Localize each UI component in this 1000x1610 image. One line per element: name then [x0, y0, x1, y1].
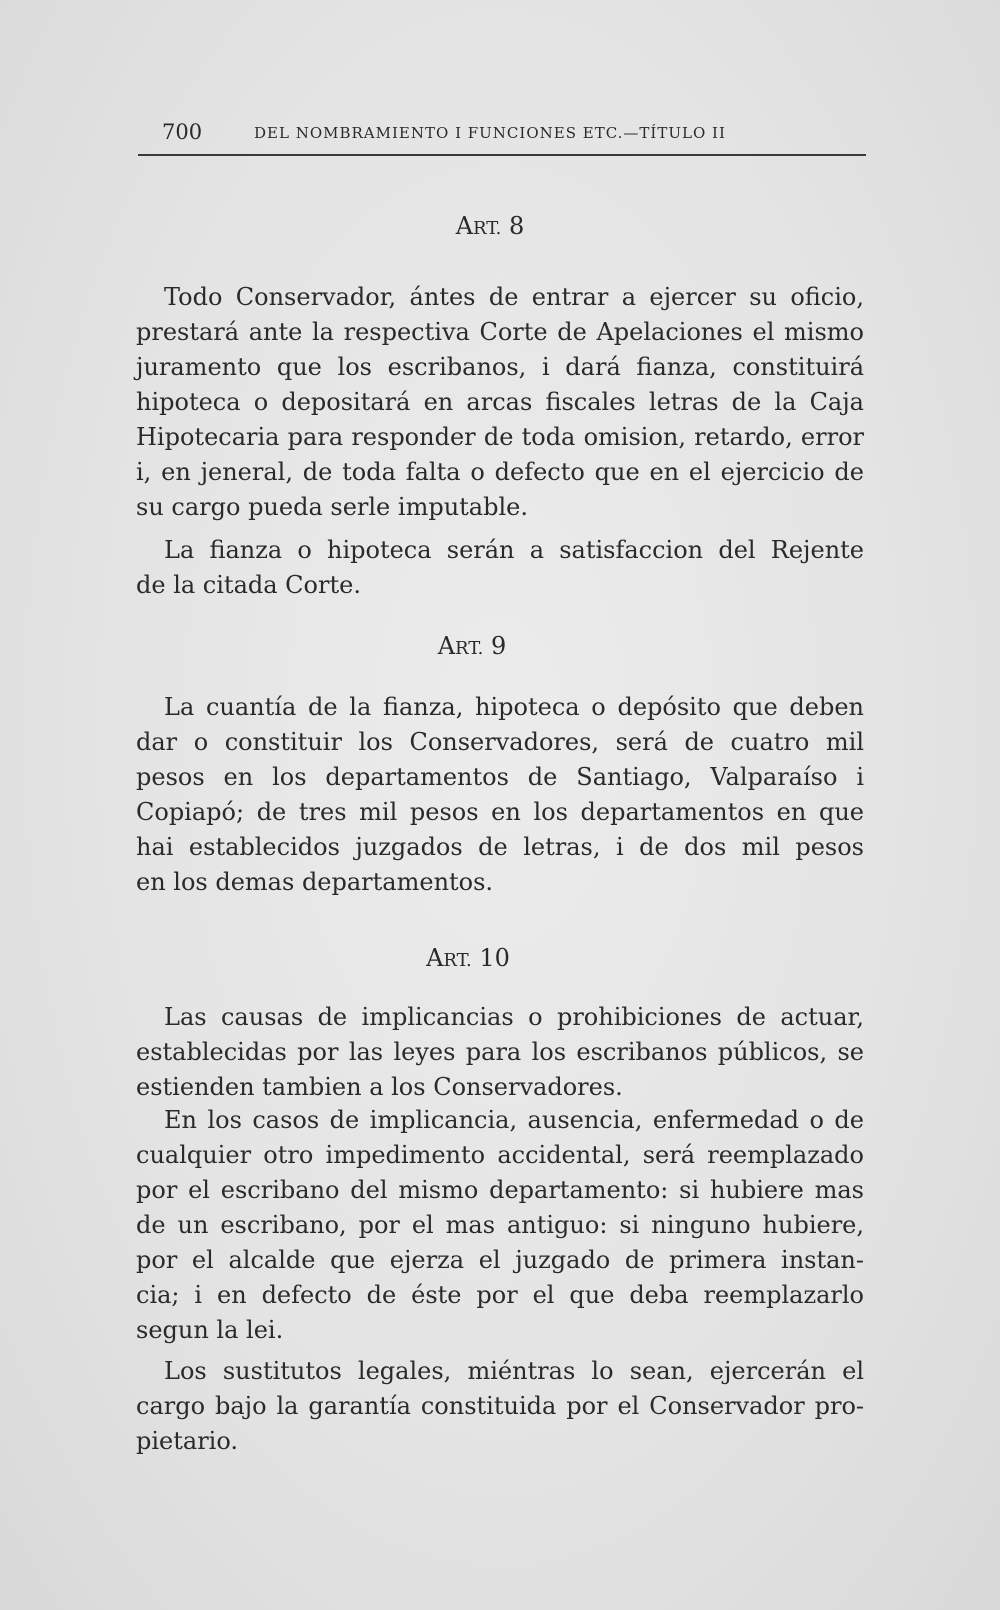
text-line: Las causas de implicancias o prohibiciones de actuar, [164, 1003, 864, 1031]
article-heading-abbrev: RT. [455, 638, 484, 659]
text-line: Todo Conservador, ántes de entrar a ejercer su oficio, [164, 283, 864, 311]
article-paragraph [136, 1354, 864, 1459]
header-rule [138, 154, 866, 156]
text-line: de la citada Corte. [136, 571, 361, 599]
running-head-title: DEL NOMBRAMIENTO I FUNCIONES ETC.—TÍTULO II [254, 124, 726, 142]
article-paragraph [136, 280, 864, 525]
text-line: Hipotecaria para responder de toda omision, retardo, error [136, 423, 864, 451]
text-line: establecidas por las leyes para los escribanos públicos, se [136, 1038, 864, 1066]
text-line: Copiapó; de tres mil pesos en los departamentos en que [136, 798, 864, 826]
article-number: 9 [491, 632, 507, 660]
text-line: pietario. [136, 1427, 238, 1455]
text-line: de un escribano, por el mas antiguo: si ninguno hubiere, [136, 1211, 864, 1239]
running-head [138, 118, 866, 154]
text-line: En los casos de implicancia, ausencia, enfermedad o de [164, 1106, 864, 1134]
text-line: cia; i en defecto de éste por el que deba reemplazarlo [136, 1281, 864, 1309]
article-heading [340, 212, 640, 240]
text-line: La cuantía de la fianza, hipoteca o depósito que deben [164, 693, 864, 721]
article-paragraph [136, 533, 864, 603]
article-number: 8 [509, 212, 525, 240]
text-line: dar o constituir los Conservadores, será de cuatro mil [136, 728, 864, 756]
article-heading-abbrev: RT. [443, 950, 472, 971]
text-line: cualquier otro impedimento accidental, será reemplazado [136, 1141, 864, 1169]
article-heading [322, 632, 622, 660]
text-line: por el escribano del mismo departamento: si hubiere mas [136, 1176, 864, 1204]
article-paragraph [136, 1000, 864, 1105]
article-heading-prefix: A [426, 944, 444, 972]
text-line: La fianza o hipoteca serán a satisfaccion del Rejente [164, 536, 864, 564]
text-line: su cargo pueda serle imputable. [136, 493, 528, 521]
text-line: estienden tambien a los Conservadores. [136, 1073, 623, 1101]
article-paragraph [136, 690, 864, 900]
text-line: hipoteca o depositará en arcas fiscales letras de la Caja [136, 388, 864, 416]
text-line: i, en jeneral, de toda falta o defecto que en el ejercicio de [136, 458, 864, 486]
article-heading [318, 944, 618, 972]
article-heading-prefix: A [437, 632, 456, 660]
text-line: cargo bajo la garantía constituida por el Conservador pro- [136, 1392, 864, 1420]
article-number: 10 [479, 944, 510, 972]
text-line: juramento que los escribanos, i dará fianza, constituirá [136, 353, 864, 381]
article-heading-abbrev: RT. [473, 218, 502, 239]
article-paragraph [136, 1103, 864, 1348]
text-line: por el alcalde que ejerza el juzgado de primera instan- [136, 1246, 864, 1274]
text-line: segun la lei. [136, 1316, 284, 1344]
text-line: hai establecidos juzgados de letras, i de dos mil pesos [136, 833, 864, 861]
article-heading-prefix: A [455, 212, 474, 240]
text-line: prestará ante la respectiva Corte de Apelaciones el mismo [136, 318, 864, 346]
page-number: 700 [162, 120, 203, 144]
text-line: pesos en los departamentos de Santiago, Valparaíso i [136, 763, 864, 791]
text-line: en los demas departamentos. [136, 868, 494, 896]
text-line: Los sustitutos legales, miéntras lo sean, ejercerán el [164, 1357, 864, 1385]
